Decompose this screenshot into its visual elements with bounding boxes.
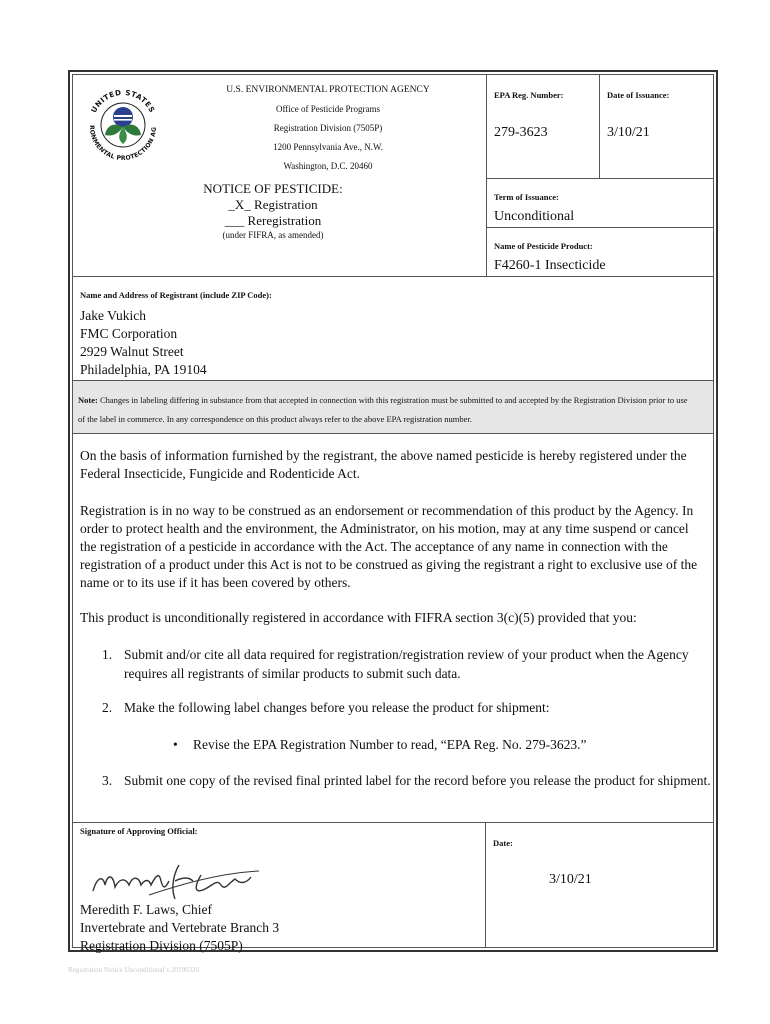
item-number: 2. (102, 700, 113, 715)
form-version-footer: Registration Notice Unconditional v.20190320 (68, 966, 199, 974)
condition-item-1 (102, 645, 712, 683)
agency-street: 1200 Pennsylvania Ave., N.W. (273, 142, 383, 152)
issuance-date-value: 3/10/21 (607, 125, 650, 140)
item-text: Submit and/or cite all data required for registration/registration review of your product when the Agency requires all registrants of similar products to submit such data. (124, 647, 689, 681)
item-number: 1. (102, 647, 113, 662)
form-inner-border (72, 74, 714, 953)
reg-date-divider (599, 75, 600, 178)
note-label: Note: (78, 395, 98, 405)
registration-form (68, 70, 718, 952)
signatory-branch: Invertebrate and Vertebrate Branch 3 (80, 920, 280, 935)
registration-option-checked: _X_ Registration (228, 197, 318, 212)
registrant-label: Name and Address of Registrant (include ZIP Code): (80, 290, 272, 300)
registrant-city: Philadelphia, PA 19104 (80, 362, 207, 377)
agency-office: Office of Pesticide Programs (275, 104, 381, 114)
sign-date-label: Date: (493, 838, 513, 848)
signature-top-line (73, 822, 713, 823)
notice-block (143, 181, 403, 241)
product-label: Name of Pesticide Product: (494, 241, 593, 251)
note-text-block (78, 391, 693, 429)
bullet-icon: • (173, 737, 178, 752)
item-number: 3. (102, 773, 113, 788)
reregistration-option: ___ Reregistration (224, 213, 322, 228)
agency-division: Registration Division (7505P) (273, 123, 383, 133)
sign-date-value: 3/10/21 (549, 872, 592, 887)
header-divider (486, 75, 487, 276)
term-product-divider (486, 227, 713, 228)
registrant-company: FMC Corporation (80, 326, 178, 341)
term-value: Unconditional (494, 209, 575, 224)
signature-divider (485, 822, 486, 947)
registrant-name: Jake Vukich (80, 308, 147, 323)
agency-name: U.S. ENVIRONMENTAL PROTECTION AGENCY (226, 85, 430, 95)
body-paragraph-1: On the basis of information furnished by the registrant, the above named pesticide is hereby registered under the Federal Insecticide, Fungicide and Rodenticide Act. (80, 448, 687, 481)
product-value: F4260-1 Insecticide (494, 258, 606, 273)
svg-text:ENVIRONMENTAL PROTECTION AGENC: RONMENTAL PROTECTION AG (87, 125, 159, 163)
registrant-address (80, 307, 207, 379)
signatory-division: Registration Division (7505P) (80, 938, 243, 953)
item-text: Submit one copy of the revised final printed label for the record before you release the product for shipment. (124, 773, 711, 788)
bullet-item (173, 735, 713, 754)
bullet-text: Revise the EPA Registration Number to read, “EPA Reg. No. 279-3623.” (193, 737, 587, 752)
registrant-street: 2929 Walnut Street (80, 344, 184, 359)
reg-number-value: 279-3623 (494, 125, 548, 140)
header-bottom-line (73, 276, 713, 277)
note-band (73, 380, 713, 434)
svg-text:UNITED STATES: UNITED STATES (89, 87, 157, 115)
fifra-note: (under FIFRA, as amended) (222, 230, 324, 240)
body-paragraph-3: This product is unconditionally registered in accordance with FIFRA section 3(c)(5) provided that you: (80, 610, 637, 625)
notice-title: NOTICE OF PESTICIDE: (203, 181, 343, 196)
issuance-date-label: Date of Issuance: (607, 90, 670, 100)
agency-city: Washington, D.C. 20460 (283, 161, 373, 171)
item-text: Make the following label changes before you release the product for shipment: (124, 700, 550, 715)
body-paragraph-2: Registration is in no way to be construed as an endorsement or recommendation of this product by the Agency. In order to protect health and the environment, the Administrator, on his motion, may at any time suspend or cancel the registration of a pesticide in accordance with the Act. The acceptance of any name in connection with the registration of a product under this Act is not to be construed as giving the registrant a right to exclusive use of the name or to its use if it has been covered by others. (80, 503, 698, 590)
reg-term-divider (486, 178, 713, 179)
condition-item-2 (102, 698, 712, 717)
note-text: Changes in labeling differing in substance from that accepted in connection with this registration must be submitted to and accepted by the Registration Division prior to use of the label in commerce. In any correspondence on this product always refer to the above EPA registration number. (78, 395, 688, 424)
signature-label: Signature of Approving Official: (80, 826, 198, 836)
epa-seal-icon (81, 81, 165, 172)
signatory-name: Meredith F. Laws, Chief (80, 902, 213, 917)
signatory-block (80, 901, 279, 955)
condition-item-3 (102, 771, 712, 790)
reg-number-label: EPA Reg. Number: (494, 90, 564, 100)
term-label: Term of Issuance: (494, 192, 559, 202)
agency-address-block (173, 81, 483, 176)
